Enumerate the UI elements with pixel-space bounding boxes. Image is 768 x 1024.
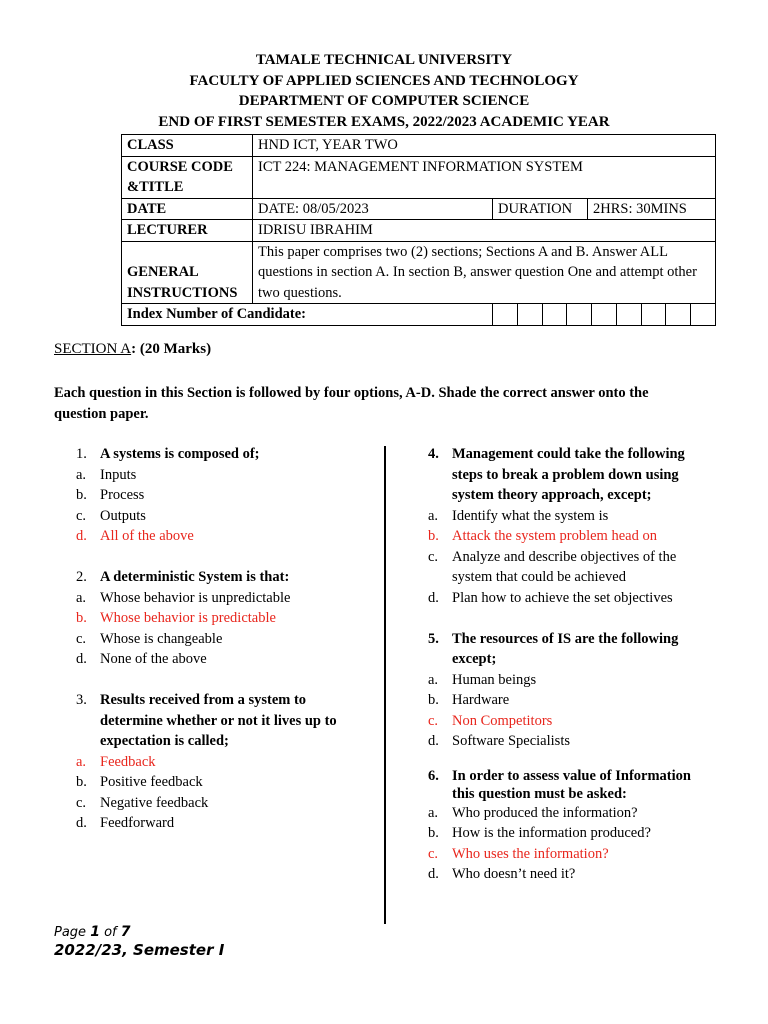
exam-title: END OF FIRST SEMESTER EXAMS, 2022/2023 ACADEMIC YEAR: [158, 113, 610, 130]
question-text: Results received from a system to determine whether or not it lives up to expectation is called;: [100, 692, 337, 749]
question-text: Management could take the following steps to break a problem down using system theory approach, except;: [452, 446, 685, 503]
questions-right-column: [428, 444, 718, 885]
date-label: DATE: [122, 198, 253, 220]
question-number: 5.: [428, 630, 439, 647]
question-text: In order to assess value of Information this question must be asked:: [452, 767, 691, 802]
question-1: [76, 444, 376, 547]
lecturer-value: IDRISU IBRAHIM: [253, 220, 716, 242]
option[interactable]: a. Inputs: [76, 466, 137, 483]
option-correct[interactable]: c. Who uses the information?: [428, 845, 609, 862]
option[interactable]: d. Software Specialists: [428, 733, 570, 749]
question-number: 1.: [76, 446, 87, 462]
question-3: [76, 690, 376, 834]
index-number-boxes[interactable]: [493, 304, 716, 326]
question-number: 2.: [76, 569, 87, 585]
option[interactable]: d. Feedforward: [76, 815, 175, 831]
option-correct[interactable]: d. All of the above: [76, 528, 194, 544]
question-number: 3.: [76, 692, 87, 708]
option-correct[interactable]: b. Attack the system problem head on: [428, 528, 657, 544]
option[interactable]: c. Negative feedback: [76, 794, 209, 811]
exam-info-table: [121, 134, 716, 326]
question-6: [428, 767, 718, 885]
lecturer-label: LECTURER: [122, 220, 253, 242]
option-correct[interactable]: c. Non Competitors: [428, 712, 553, 729]
option[interactable]: d. Plan how to achieve the set objectives: [428, 589, 673, 606]
class-value: HND ICT, YEAR TWO: [253, 135, 716, 157]
page-footer: [54, 924, 224, 959]
option-correct[interactable]: b. Whose behavior is predictable: [76, 610, 276, 626]
section-a-title: SECTION A: (20 Marks): [54, 341, 212, 357]
course-label: COURSE CODE &TITLE: [122, 156, 253, 198]
date-value: DATE: 08/05/2023: [253, 198, 493, 220]
question-5: [428, 629, 718, 752]
duration-label: DURATION: [493, 198, 588, 220]
option[interactable]: a. Whose behavior is unpredictable: [76, 589, 291, 606]
section-instructions: Each question in this Section is followed by four options, A-D. Shade the correct answer onto the question paper.: [54, 385, 649, 422]
option-correct[interactable]: a. Feedback: [76, 753, 156, 770]
option[interactable]: a. Identify what the system is: [428, 507, 609, 524]
question-text: A systems is composed of;: [100, 446, 260, 462]
option[interactable]: c. Analyze and describe objectives of the system that could be achieved: [428, 548, 677, 585]
general-instructions-value: This paper comprises two (2) sections; Sections A and B. Answer ALL questions in section A. In section B, answer question One and attempt other two questions.: [253, 241, 716, 304]
faculty-name: FACULTY OF APPLIED SCIENCES AND TECHNOLOGY: [189, 72, 579, 89]
option[interactable]: d. None of the above: [76, 651, 207, 667]
class-label: CLASS: [122, 135, 253, 157]
option[interactable]: a. Human beings: [428, 671, 537, 688]
university-name: TAMALE TECHNICAL UNIVERSITY: [255, 52, 513, 68]
option[interactable]: b. Hardware: [428, 692, 510, 708]
department-name: DEPARTMENT OF COMPUTER SCIENCE: [238, 93, 530, 109]
option[interactable]: b. Process: [76, 487, 145, 503]
question-text: The resources of IS are the following except;: [452, 630, 679, 667]
questions-left-column: [76, 444, 376, 834]
index-number-label: Index Number of Candidate:: [122, 304, 493, 326]
option[interactable]: c. Whose is changeable: [76, 630, 223, 647]
page-number: Page 1 of 7: [54, 924, 131, 940]
option[interactable]: b. Positive feedback: [76, 774, 203, 790]
question-4: [428, 444, 718, 608]
semester-label: 2022/23, Semester I: [54, 941, 225, 959]
option[interactable]: d. Who doesn’t need it?: [428, 866, 576, 882]
question-text: A deterministic System is that:: [100, 569, 290, 585]
duration-value: 2HRS: 30MINS: [588, 198, 716, 220]
option[interactable]: a. Who produced the information?: [428, 804, 638, 821]
column-divider: [384, 446, 386, 924]
option[interactable]: b. How is the information produced?: [428, 825, 651, 841]
question-number: 6.: [428, 767, 439, 784]
question-2: [76, 567, 376, 670]
question-number: 4.: [428, 446, 439, 462]
option[interactable]: c. Outputs: [76, 507, 146, 524]
general-instructions-label: GENERAL INSTRUCTIONS: [122, 241, 253, 304]
course-value: ICT 224: MANAGEMENT INFORMATION SYSTEM: [253, 156, 716, 198]
